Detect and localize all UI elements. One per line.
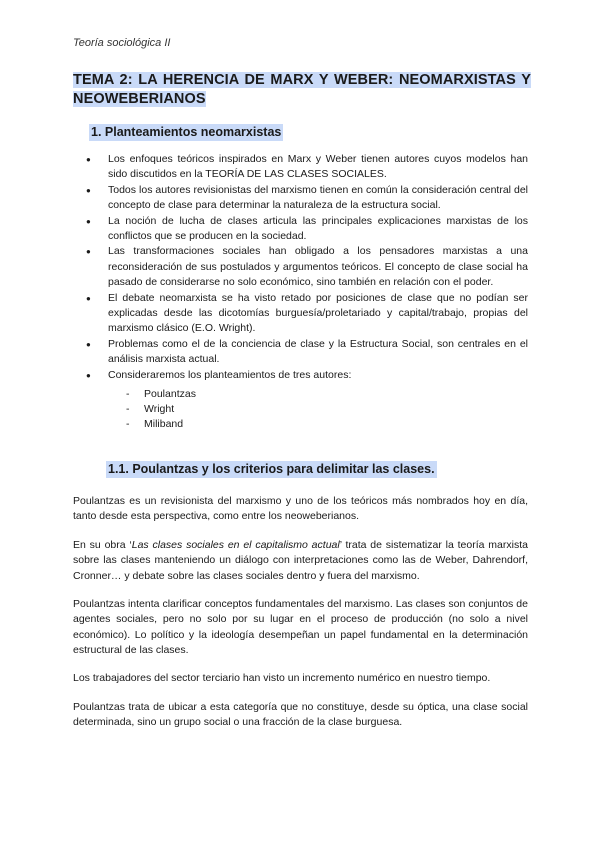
section-heading-poulantzas: 1.1. Poulantzas y los criterios para delimitar las clases. xyxy=(108,462,435,476)
list-item: ● La noción de lucha de clases articula las principales explicaciones marxistas de los conflictos que se producen en la sociedad. xyxy=(84,214,528,245)
list-item: ● Problemas como el de la conciencia de clase y la Estructura Social, son centrales en el análisis marxista actual. xyxy=(84,337,528,368)
paragraph: Poulantzas trata de ubicar a esta categoría que no constituye, desde su óptica, una clase social determinada, sino un grupo social o una fracción de la clase burguesa. xyxy=(73,701,528,729)
section-heading-planteamientos: 1. Planteamientos neomarxistas xyxy=(91,125,282,139)
page-title xyxy=(73,71,531,109)
paragraph: Poulantzas intenta clarificar conceptos fundamentales del marxismo. Las clases son conjuntos de agentes sociales, pero no solo por su lugar en el proceso de producción (no solo a nivel económico). Lo político y la ideología desempeñan un papel fundamental en la determinación estructural de las clases. xyxy=(73,598,528,657)
paragraph: Los trabajadores del sector terciario han visto un incremento numérico en nuestro tiempo. xyxy=(73,672,491,684)
author-item: - Poulantzas xyxy=(126,387,196,402)
title-text: TEMA 2: LA HERENCIA DE MARX Y WEBER: NEOMARXISTAS Y NEOWEBERIANOS xyxy=(73,72,531,107)
paragraph-text: En su obra ‘ xyxy=(73,539,132,551)
paragraph: Poulantzas es un revisionista del marxismo y uno de los teóricos más nombrados hoy en día, tanto desde esta perspectiva, como entre los neoweberianos. xyxy=(73,495,528,523)
authors-sublist xyxy=(126,387,196,433)
running-header: Teoría sociológica II xyxy=(73,37,171,49)
list-item: ● Las transformaciones sociales han obligado a los pensadores marxistas a una reconsideración de sus postulados y argumentos teóricos. El concepto de clase social ha pasado de considerarse no solo económico, sino también en relación con el poder. xyxy=(84,244,528,290)
bullet-list xyxy=(84,152,528,383)
list-item: ● Todos los autores revisionistas del marxismo tienen en común la consideración central del concepto de clase para determinar la naturaleza de la estructura social. xyxy=(84,183,528,214)
author-item: - Miliband xyxy=(126,417,196,432)
paragraph xyxy=(73,538,528,584)
list-item: ● Los enfoques teóricos inspirados en Marx y Weber tienen autores cuyos modelos han sido discutidos en la TEORÍA DE LAS CLASES SOCIALES. xyxy=(84,152,528,183)
paragraph-text: ’ trata de sistematizar la teoría marxista sobre las clases manteniendo un diálogo con interpretaciones como las de Weber, Dahrendorf, Cronner… y debate sobre las clases sociales dentro y fuera del marxismo. xyxy=(73,539,528,582)
list-item: ● Consideraremos los planteamientos de tres autores: xyxy=(84,368,528,383)
author-item: - Wright xyxy=(126,402,196,417)
list-item: ● El debate neomarxista se ha visto retado por posiciones de clase que no podían ser explicadas desde las dicotomías burguesía/proletariado y capital/trabajo, propias del marxismo clásico (E.O. Wright). xyxy=(84,291,528,337)
book-title: Las clases sociales en el capitalismo actual xyxy=(131,539,340,551)
